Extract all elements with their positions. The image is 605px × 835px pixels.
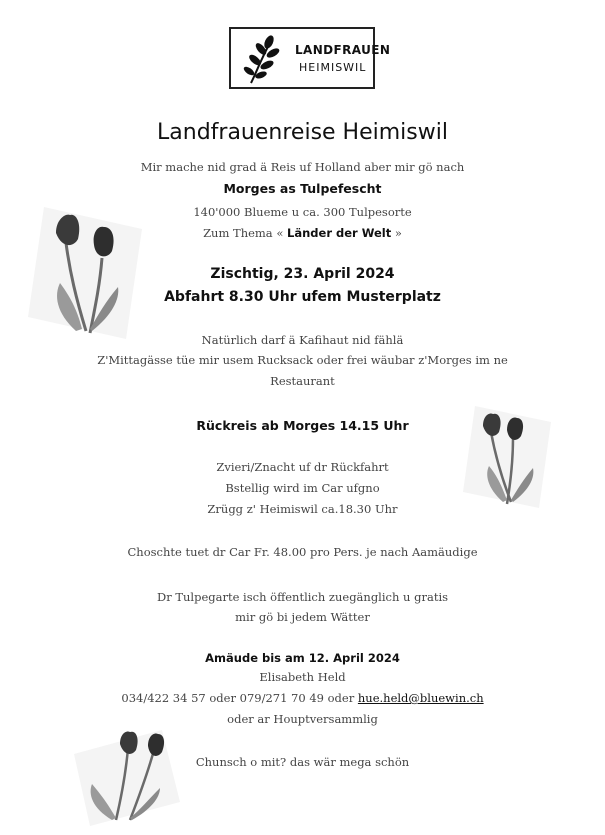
trip-date: Zischtig, 23. April 2024 — [210, 266, 395, 282]
registration-alt: oder ar Houptversammlig — [227, 712, 378, 726]
contact-phones: 034/422 34 57 oder 079/271 70 49 oder — [121, 691, 355, 705]
contact-line — [0, 691, 605, 705]
lunch-line: Z'Mittagässe tüe mir usem Rucksack oder frei wäubar z'Morges im ne — [97, 353, 508, 367]
page-title: Landfrauenreise Heimiswil — [157, 120, 448, 145]
leaf-branch-icon — [237, 33, 291, 87]
weather-line: mir gö bi jedem Wätter — [235, 610, 370, 624]
tulip-photo-icon — [70, 728, 182, 828]
arrival-line: Zrügg z' Heimiswil ca.18.30 Uhr — [207, 502, 398, 516]
garden-line: Dr Tulpegarte isch öffentlich zuegänglich u gratis — [156, 590, 449, 604]
intro-flowers: 140'000 Blueme u ca. 300 Tulpesorte — [193, 205, 412, 219]
cost-line: Choschte tuet dr Car Fr. 48.00 pro Pers. je nach Aamäudige — [127, 545, 478, 559]
intro-destination: Morges as Tulpefescht — [223, 181, 382, 196]
logo — [229, 27, 391, 89]
registration-heading: Amäude bis am 12. April 2024 — [205, 651, 400, 665]
contact-name: Elisabeth Held — [259, 670, 346, 684]
email-link[interactable]: hue.held@bluewin.ch — [357, 691, 484, 705]
departure-time: Abfahrt 8.30 Uhr ufem Musterplatz — [164, 289, 441, 305]
lunch-line-2: Restaurant — [270, 374, 335, 388]
dinner-line: Zvieri/Znacht uf dr Rückfahrt — [216, 460, 389, 474]
closing-line: Chunsch o mit? das wär mega schön — [195, 755, 410, 769]
return-time: Rückreis ab Morges 14.15 Uhr — [196, 418, 409, 433]
theme-name: Länder der Welt — [287, 226, 392, 240]
intro-line: Mir mache nid grad ä Reis uf Holland aber mir gö nach — [140, 160, 465, 174]
order-line: Bstellig wird im Car ufgno — [225, 481, 380, 495]
logo-text-line1: LANDFRAUEN — [295, 43, 391, 57]
theme-suffix: » — [394, 226, 402, 240]
logo-text-line2: HEIMISWIL — [299, 61, 367, 74]
coffee-line: Natürlich darf ä Kafihaut nid fählä — [201, 333, 404, 347]
intro-theme — [0, 226, 605, 240]
theme-prefix: Zum Thema « — [203, 226, 284, 240]
